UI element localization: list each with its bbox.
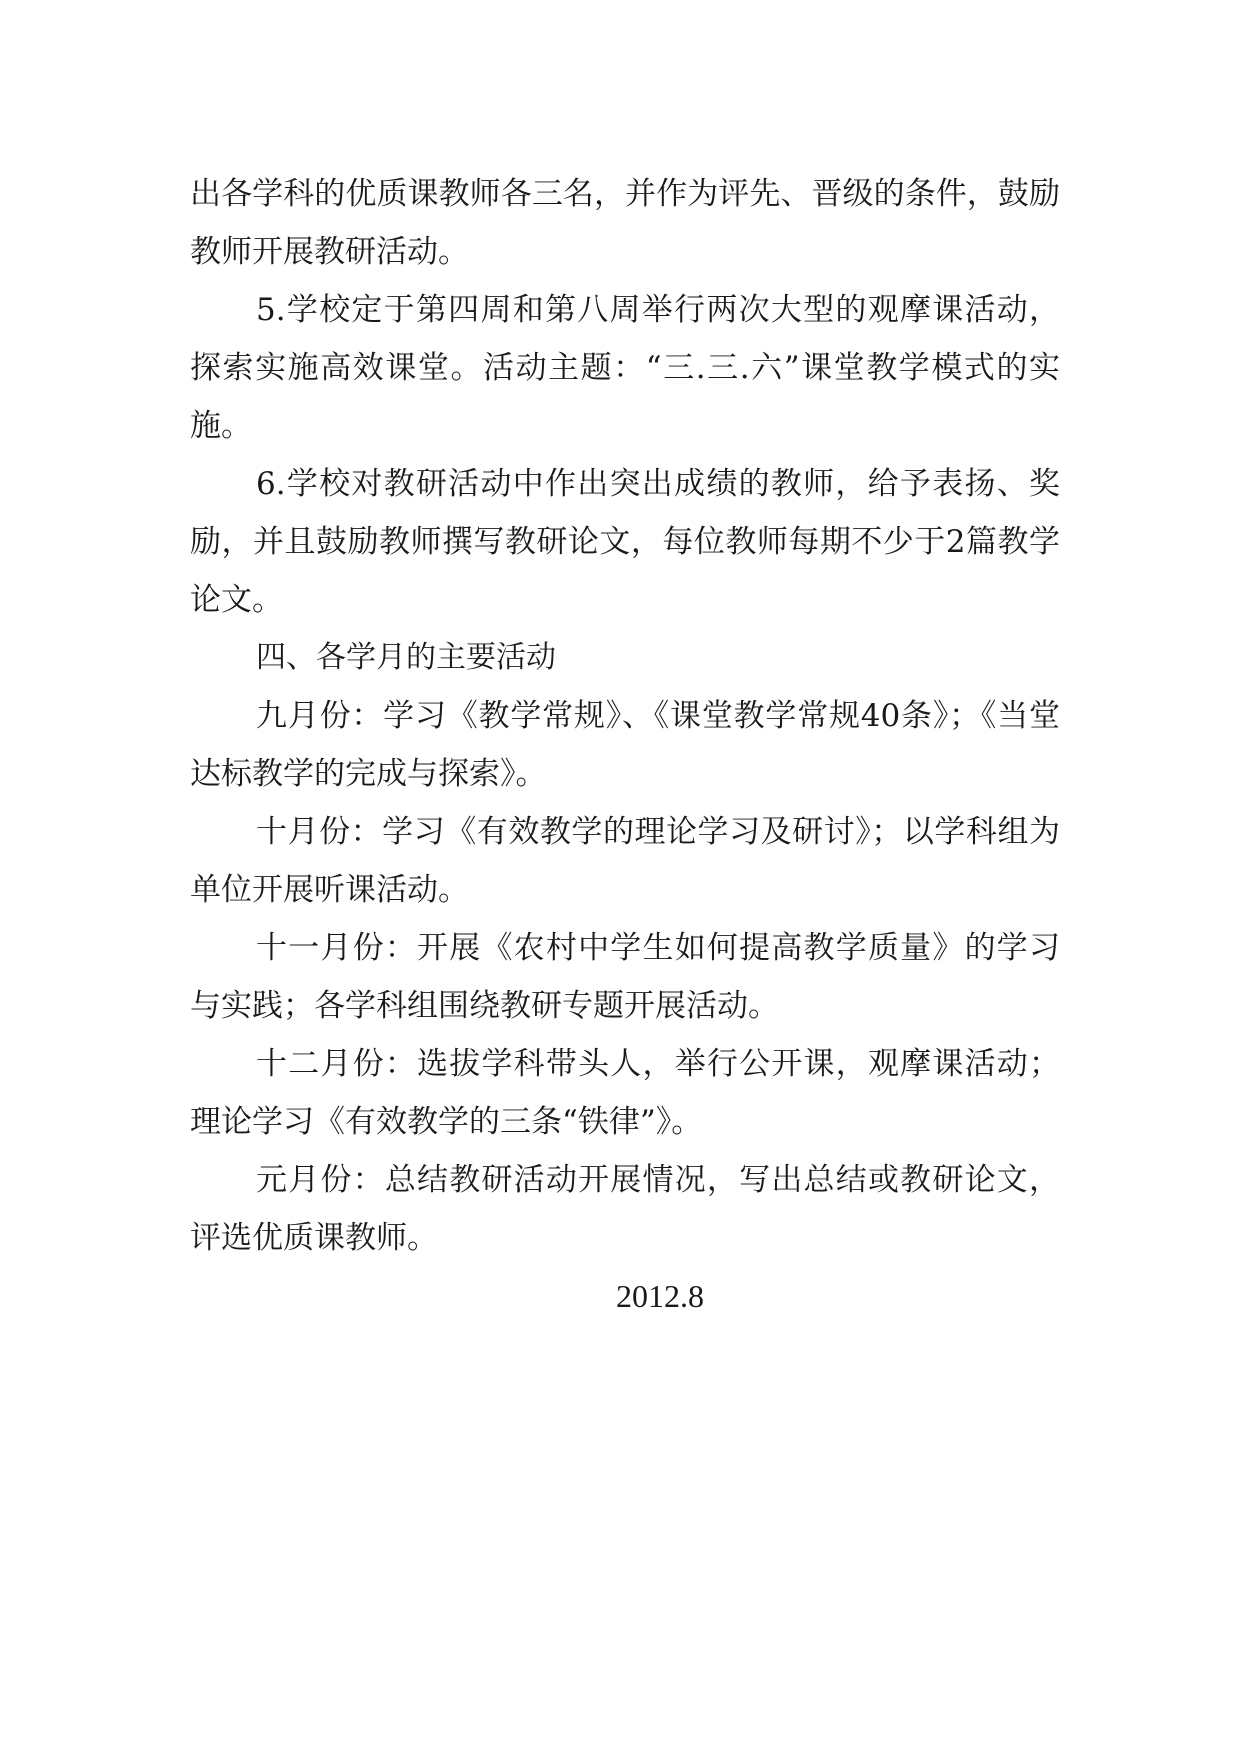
paragraph-september: 九月份：学习《教学常规》、《课堂教学常规40条》；《当堂达标教学的完成与探索》。 [190,698,1060,792]
paragraph-december: 十二月份：选拔学科带头人，举行公开课，观摩课活动；理论学习《有效教学的三条“铁律”》。 [190,1046,1060,1140]
paragraph-october: 十月份：学习《有效教学的理论学习及研讨》；以学科组为单位开展听课活动。 [190,814,1060,908]
section-heading: 四、各学月的主要活动 [256,640,556,675]
paragraph-item-5: 5.学校定于第四周和第八周举行两次大型的观摩课活动，探索实施高效课堂。活动主题：“三.三.六”课堂教学模式的实施。 [190,292,1060,444]
paragraph-item-6: 6.学校对教研活动中作出突出成绩的教师，给予表扬、奖励，并且鼓励教师撰写教研论文，每位教师每期不少于2篇教学论文。 [190,466,1060,618]
document-date: 2012.8 [616,1278,704,1314]
paragraph-january: 元月份：总结教研活动开展情况，写出总结或教研论文，评选优质课教师。 [190,1162,1060,1256]
document-body [190,165,1060,1325]
paragraph-november: 十一月份：开展《农村中学生如何提高教学质量》的学习与实践；各学科组围绕教研专题开展活动。 [190,930,1060,1024]
paragraph-continued: 出各学科的优质课教师各三名，并作为评先、晋级的条件，鼓励教师开展教研活动。 [190,176,1060,270]
